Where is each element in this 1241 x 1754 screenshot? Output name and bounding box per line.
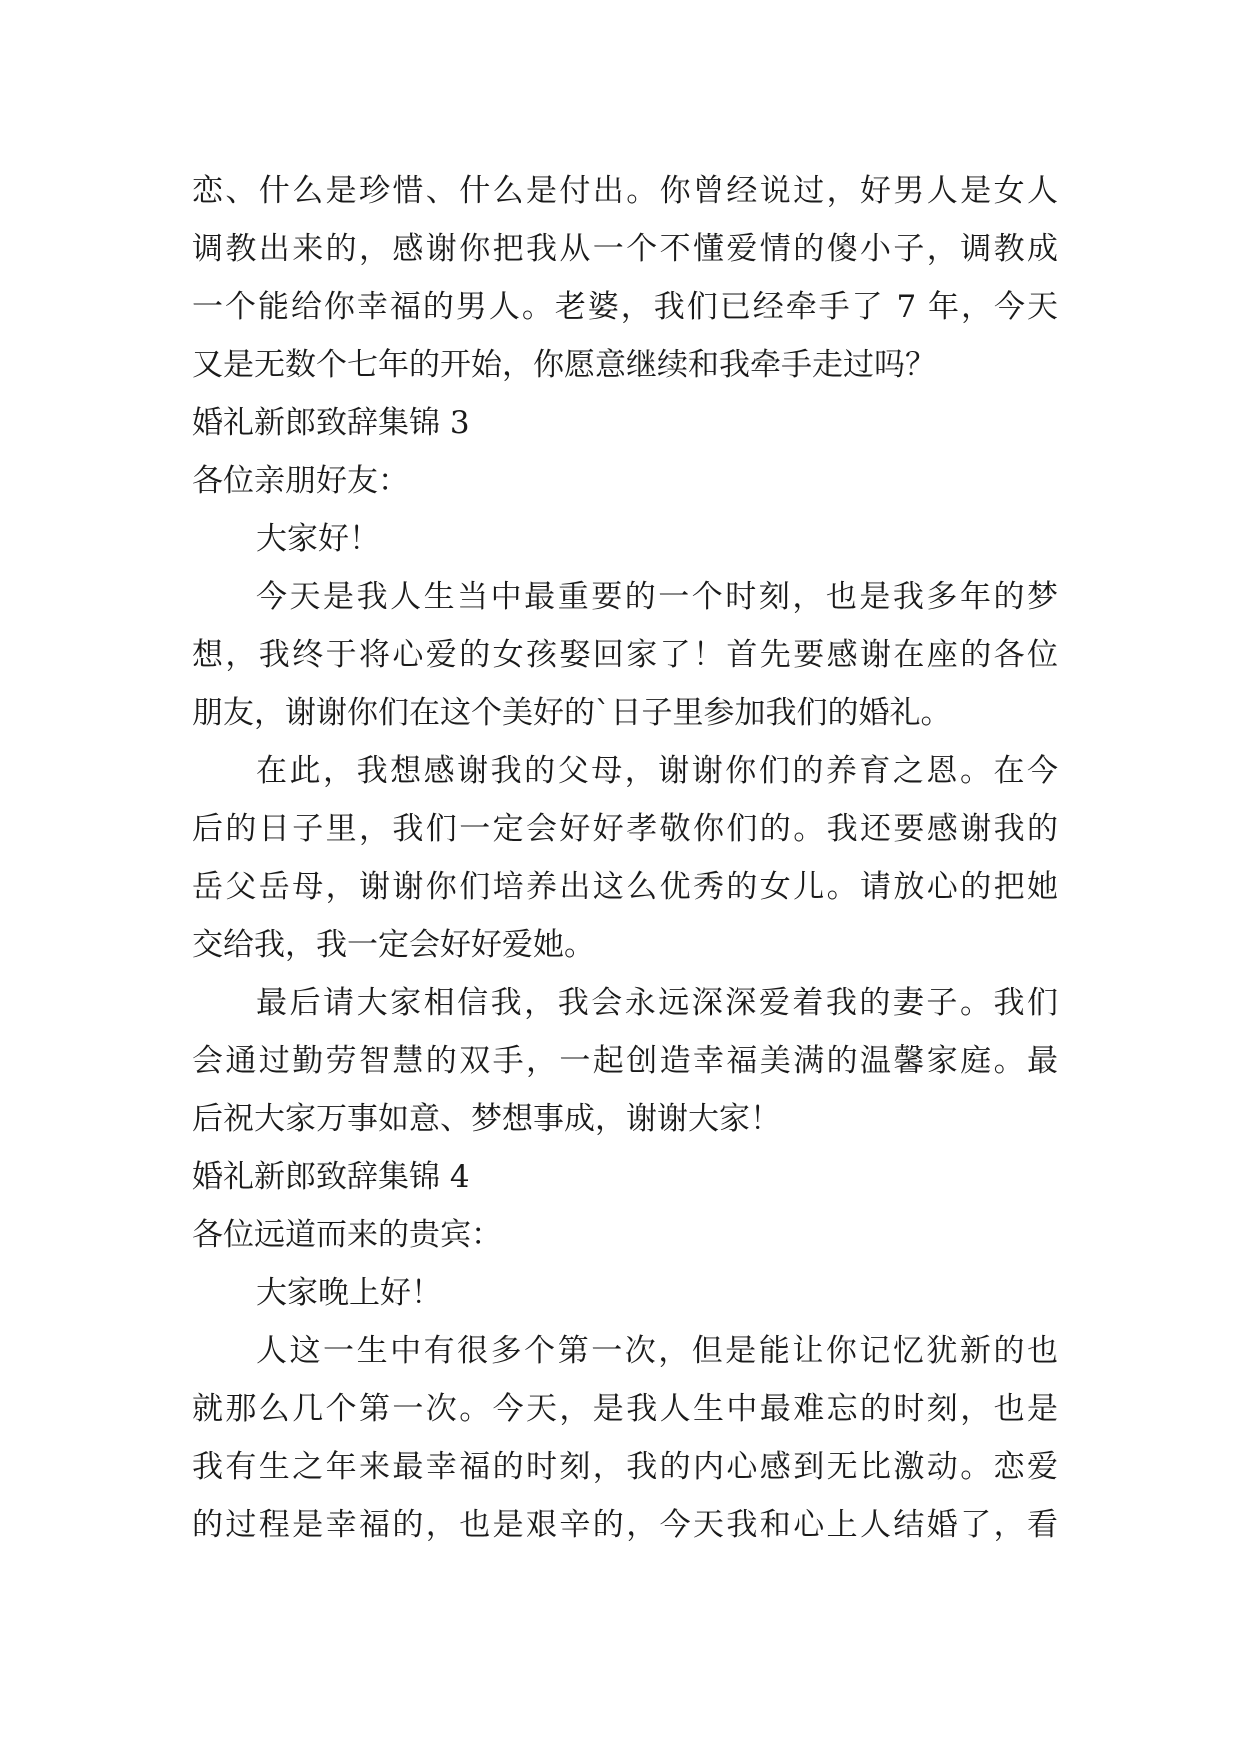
text-line: 调教出来的，感谢你把我从一个不懂爱情的傻小子，调教成 bbox=[192, 231, 1058, 267]
text-line: 今天是我人生当中最重要的一个时刻，也是我多年的梦 bbox=[256, 579, 1058, 615]
text-line: 又是无数个七年的开始，你愿意继续和我牵手走过吗？ bbox=[192, 347, 936, 383]
salutation: 各位亲朋好友： bbox=[192, 463, 409, 499]
text-line: 的过程是幸福的，也是艰辛的，今天我和心上人结婚了，看 bbox=[192, 1507, 1058, 1543]
section-heading-3: 婚礼新郎致辞集锦 3 bbox=[192, 405, 470, 441]
text-line: 一个能给你幸福的男人。老婆，我们已经牵手了 7 年，今天 bbox=[192, 289, 1058, 325]
greeting: 大家晚上好！ bbox=[256, 1275, 442, 1311]
salutation: 各位远道而来的贵宾： bbox=[192, 1217, 502, 1253]
text-line: 会通过勤劳智慧的双手，一起创造幸福美满的温馨家庭。最 bbox=[192, 1043, 1058, 1079]
text-line: 后祝大家万事如意、梦想事成，谢谢大家！ bbox=[192, 1101, 781, 1137]
text-line: 我有生之年来最幸福的时刻，我的内心感到无比激动。恋爱 bbox=[192, 1449, 1058, 1485]
text-line: 就那么几个第一次。今天，是我人生中最难忘的时刻，也是 bbox=[192, 1391, 1058, 1427]
document-body bbox=[192, 162, 1058, 1554]
text-line: 在此，我想感谢我的父母，谢谢你们的养育之恩。在今 bbox=[256, 753, 1058, 789]
text-line: 交给我，我一定会好好爱她。 bbox=[192, 927, 595, 963]
text-line: 最后请大家相信我，我会永远深深爱着我的妻子。我们 bbox=[256, 985, 1058, 1021]
text-line: 恋、什么是珍惜、什么是付出。你曾经说过，好男人是女人 bbox=[192, 173, 1058, 209]
text-line: 人这一生中有很多个第一次，但是能让你记忆犹新的也 bbox=[256, 1333, 1058, 1369]
text-line: 朋友，谢谢你们在这个美好的`日子里参加我们的婚礼。 bbox=[192, 695, 952, 731]
text-line: 想，我终于将心爱的女孩娶回家了！首先要感谢在座的各位 bbox=[192, 637, 1058, 673]
greeting: 大家好！ bbox=[256, 521, 380, 557]
text-line: 岳父岳母，谢谢你们培养出这么优秀的女儿。请放心的把她 bbox=[192, 869, 1058, 905]
section-heading-4: 婚礼新郎致辞集锦 4 bbox=[192, 1159, 470, 1195]
text-line: 后的日子里，我们一定会好好孝敬你们的。我还要感谢我的 bbox=[192, 811, 1058, 847]
